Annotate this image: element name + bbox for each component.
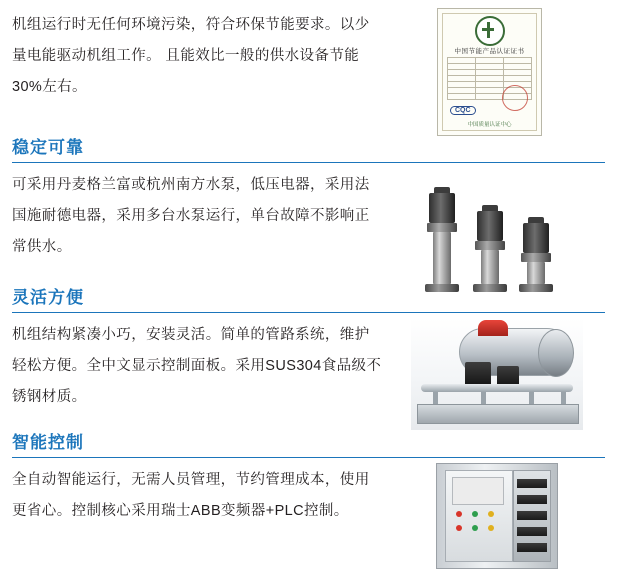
tank-red-dome: [478, 320, 508, 336]
pump-unit-medium: [473, 205, 507, 292]
breaker-row: [517, 511, 547, 520]
indicator-led-yellow: [488, 511, 494, 517]
pump-motor: [523, 223, 549, 253]
section-paragraph: 全自动智能运行，无需人员管理，节约管理成本，使用更省心。控制核心采用瑞士ABB变频器+PLC控制。: [12, 472, 370, 519]
breaker-row: [517, 527, 547, 536]
section-body: [0, 310, 617, 430]
certificate-footer: 中国质量认证中心: [467, 122, 512, 128]
section-paragraph: 可采用丹麦格兰富或杭州南方水泵，低压电器，采用法国施耐德电器，采用多台水泵运行，单台故障不影响正常供水。: [12, 177, 370, 255]
intro-body: [0, 8, 617, 136]
pump-body: [433, 232, 451, 284]
cabinet-interior: [513, 470, 551, 562]
pump-body: [527, 262, 545, 284]
certificate-card: [437, 8, 542, 136]
certificate-image: [384, 8, 609, 136]
cqc-badge: CQC: [450, 106, 476, 115]
pump-body: [481, 250, 499, 284]
control-cabinet-photo: [436, 463, 558, 569]
pump-unit-small: [519, 217, 553, 292]
section-body: [0, 160, 617, 294]
cabinet-door: [445, 470, 513, 562]
section-heading: 灵活方便: [12, 288, 84, 307]
section-stable-reliable: [0, 136, 617, 286]
pump-motor: [429, 193, 455, 223]
certificate-title: 中国节能产品认证证书: [454, 48, 525, 55]
pump-head: [427, 223, 457, 232]
skid-image: [384, 318, 609, 430]
pump-head: [475, 241, 505, 250]
indicator-led-red: [456, 511, 462, 517]
pumps-image: [384, 168, 609, 294]
intro-paragraph: 机组运行时无任何环境污染，符合环保节能要求。以少量电能驱动机组工作。 且能效比一般的供水设备节能30%左右。: [12, 17, 370, 95]
section-body: [0, 455, 617, 569]
cabinet-image: [384, 463, 609, 569]
pump-unit-large: [425, 187, 459, 292]
skid-base-frame: [417, 404, 579, 424]
breaker-row: [517, 479, 547, 488]
breaker-row: [517, 495, 547, 504]
skid-manifold-pipe: [421, 384, 573, 392]
indicator-led-yellow-2: [488, 525, 494, 531]
cabinet-hmi-panel: [452, 477, 504, 505]
indicator-led-red-2: [456, 525, 462, 531]
indicator-led-green: [472, 511, 478, 517]
certification-logo-icon: [475, 16, 505, 46]
section-intro: [0, 0, 617, 136]
pump-photo: [415, 168, 575, 294]
pump-head: [521, 253, 551, 262]
pump-motor: [477, 211, 503, 241]
section-heading: 智能控制: [12, 433, 84, 452]
section-intelligent-control: [0, 431, 617, 559]
certificate-stamp-icon: [502, 85, 528, 111]
section-heading: 稳定可靠: [12, 138, 84, 157]
tank-end-cap: [538, 329, 574, 377]
breaker-row: [517, 543, 547, 552]
section-flexible-convenient: [0, 286, 617, 431]
water-supply-skid-photo: [411, 318, 583, 430]
indicator-led-green-2: [472, 525, 478, 531]
section-paragraph: 机组结构紧凑小巧，安装灵活。简单的管路系统，维护轻松方便。全中文显示控制面板。采用SUS304食品级不锈钢材质。: [12, 327, 382, 405]
